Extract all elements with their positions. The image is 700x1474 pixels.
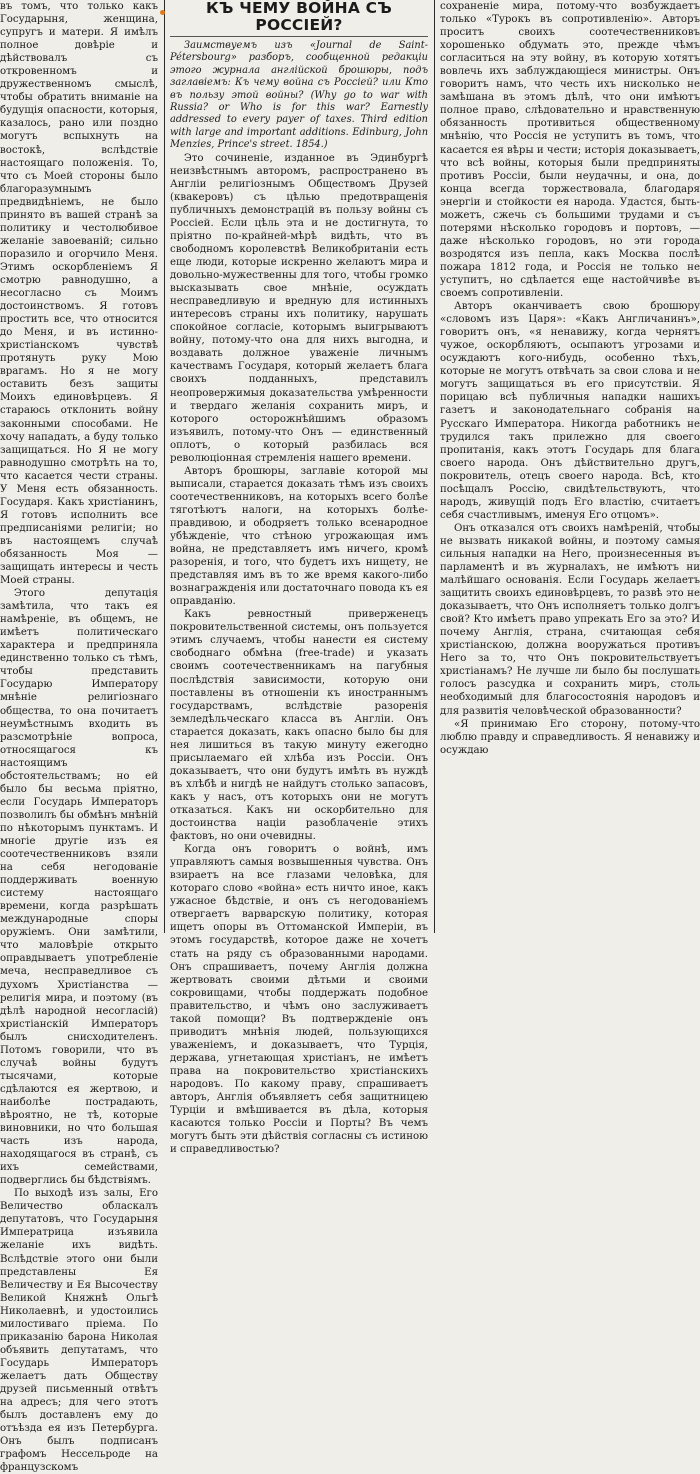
left-paragraph-3: По выходѣ изъ залы, Его Величество обласкалъ депутатовъ, что Государыня Императрица изъявила желаніе ихъ видѣть. Вслѣдствіе этого они были представлены Ея Величеству и Ея Высочеству Великой Княжнѣ Ольгѣ Николаевнѣ, и удостоились милостиваго пріема. По приказанію барона Николая объявить депутатамъ, что Государь Императоръ желаетъ дать Обществу друзей письменный отвѣтъ на адресъ; для чего этотъ былъ доставленъ ему до отъѣзда ея изъ Петербурга. Онъ былъ подписанъ графомъ Нессельроде на французскомъ: [0, 1188, 158, 1474]
center-paragraph-2: Авторъ брошюры, заглавіе которой мы выписали, старается доказать тѣмъ изъ своихъ соотечественниковъ, на которыхъ всего болѣе тяготѣютъ налоги, на которыхъ болѣе-правдивою, и ободряетъ только всенародное убѣжденіе, что стѣною угрожающая имъ война, не представляетъ имъ ничего, кромѣ разоренія, и того, что будетъ ихъ нищету, не представляя имъ въ то же время какого-либо вознагражденія или достаточнаго повода къ ея оправданію.: [170, 465, 428, 608]
page-marker-dot: [160, 10, 165, 15]
right-paragraph-1: сохраненіе мира, потому-что возбуждаетъ только «Турокъ въ сопротивленію». Авторъ проситъ своихъ соотечественниковъ хорошенько обдумать это, прежде чѣмъ согласиться на эту войну, въ которую хотятъ вовлечь ихъ заблуждающіеся министры. Онъ говоритъ намъ, что честь ихъ нисколько не замѣшана въ этомъ дѣлѣ, что они имѣютъ полное право, слѣдовательно и нравственную обязанность противиться общественному мнѣнію, что Россія не уступитъ въ томъ, что касается ея вѣры и чести; исторія доказываетъ, что всѣ войны, которыя были предприняты противъ Россіи, были неудачны, и она, до конца всегда торжествовала, благодаря энергіи и стойкости ея народа. Удастся, быть-можетъ, сжечь съ большими трудами и съ потерями нѣсколько городовъ и портовъ, — даже нѣсколько городовъ, но эти города возродятся изъ пепла, какъ Москва послѣ пожара 1812 года, и Россія не только не уступитъ, но сдѣлается еще настойчивѣе въ своемъ сопротивленіи.: [440, 1, 700, 300]
center-paragraph-1: Это сочиненіе, изданное въ Эдинбургѣ неизвѣстнымъ авторомъ, распространено въ Англіи религіознымъ Обществомъ Друзей (квакеровъ) съ цѣлью предотвращенія публичныхъ демонстрацій въ пользу войны съ Россіей. Если цѣль эта и не достигнута, то пріятно по-крайней-мѣрѣ видѣть, что въ свободномъ королевствѣ Великобританіи есть еще люди, которые искренно желаютъ мира и довольно-мужественны для того, чтобы громко высказывать свое мнѣніе, осуждать несправедливую и вредную для истинныхъ интересовъ страны ихъ политику, нарушать спокойное согласіе, которымъ выигрываютъ войну, потому-что она для нихъ выгодна, и воздавать должное уваженіе личнымъ качествамъ Государя, который желаетъ блага своихъ подданныхъ, представилъ неопровержимыя доказательства умѣренности и твердаго желанія сохранить миръ, и которого осторожнѣйшимъ образомъ изъявилъ, потому-что Онъ — единственный оплотъ, о который разбилась вся революціонная стремленія нашего времени.: [170, 152, 428, 464]
right-column: [440, 0, 700, 933]
center-paragraph-3: Какъ ревностный приверженецъ покровительственной системы, онъ пользуется этимъ случаемъ, чтобы нанести ея систему свободнаго обмѣна (free-trade) и указать своимъ соотечественникамъ на пагубныя послѣдствія зависимости, которую они поставлены въ отношеніи къ иностраннымъ государствамъ, вслѣдствіе разоренія земледѣльческаго класса въ Англіи. Онъ старается доказать, какъ опасно было бы для нея лишиться въ такую минуту ежегодно присылаемаго ей хлѣба изъ Россіи. Онъ доказываетъ, что они будутъ имѣть въ нуждѣ въ хлѣбѣ и нигдѣ не найдутъ столько запасовъ, какъ у насъ, отъ которыхъ они не могутъ отказаться. Какъ ни оскорбительно для достоинства націи разоблаченіе этихъ фактовъ, но они очевидны.: [170, 609, 428, 843]
intro-paragraph: Заимствуемъ изъ «Journal de Saint-Pétersbourg» разборъ, сообщенной редакціи этого журнала англійской брошюры, подъ заглавіемъ: Къ чему война съ Россіей? или Кто въ пользу этой войны? (Why go to war with Russia? or Who is for this war? Earnestly addressed to every payer of taxes. Third edition with large and important additions. Edinburg, John Menzies, Prince's street. 1854.): [170, 40, 428, 151]
column-divider-left: [164, 0, 165, 933]
article-intro: [170, 40, 428, 152]
left-paragraph-2: Этого депутація замѣтила, что такъ ея намѣреніе, въ общемъ, не имѣетъ политическаго характера и предприняла единственно только съ тѣмъ, чтобы представить Государю Императору мнѣніе религіознаго общества, то она почитаетъ неумѣстнымъ входить въ разсмотрѣніе вопроса, относящагося къ настоящимъ обстоятельствамъ; но ей было бы весьма пріятно, если Государь Императоръ позволилъ бы обмѣнъ мнѣній по нѣкоторымъ пунктамъ. И многіе другіе изъ ея соотечественниковъ взяли на себя негодованіе поддерживать военную систему настоящаго времени, когда разрѣшать международные споры оружіемъ. Они замѣтили, что маловѣріе открыто оправдываетъ употребленіе меча, несправедливое съ духомъ Христіанства — религія мира, и поэтому (въ дѣлѣ народной несогласій) христіанскій Императоръ былъ снисходителенъ. Потомъ говорили, что въ случаѣ войны будутъ тысячами, которые сдѣлаются ея жертвою, и наиболѣе пострадають, вѣроятно, не тѣ, которые виновники, но что большая часть изъ народа, находящагося въ странѣ, съ ихъ семействами, подверглись бы бѣдствіямъ.: [0, 588, 158, 1187]
column-divider-right: [434, 0, 435, 933]
article-title: КЪ ЧЕМУ ВОЙНА СЪ РОССІЕЙ?: [170, 0, 428, 37]
right-paragraph-3: Онъ отказался отъ своихъ намѣреній, чтобы не вызвать никакой войны, и поэтому самыя сильныя нападки на Него, произнесенныя въ парламентѣ и въ журналахъ, не имѣютъ ни малѣйшаго основанія. Если Государь желаетъ защитить своихъ единовѣрцевъ, то развѣ это не доказываетъ, что Онъ исполняетъ только долгъ свой? Кто имѣетъ право упрекать Его за это? И почему Англія, страна, считающая себя христіанскою, должна вооружаться противъ Него за то, что Онъ покровительствуетъ христіанамъ? Не лучше ли было бы послушать голосъ разсудка и сохранить миръ, столь необходимый для благосостоянія народовъ и для развитія человѣческой образованности?: [440, 522, 700, 717]
center-paragraph-4: Когда онъ говоритъ о войнѣ, имъ управляютъ самыя возвышенныя чувства. Онъ взираетъ на все глазами человѣка, для котораго слово «война» есть ничто иное, какъ ужасное бѣдствіе, и онъ съ негодованіемъ отвергаетъ варварскую политику, которая ищетъ опоры въ Оттоманской Имперіи, въ этомъ государствѣ, которое даже не хочетъ стать на ряду съ образованными народами. Онъ спрашиваетъ, почему Англія должна жертвовать своими дѣтьми и своими сокровищами, чтобы поддержать подобное правительство, и чѣмъ оно заслуживаетъ такой помощи? Въ подтвержденіе онъ приводитъ мнѣнія людей, пользующихся уваженіемъ, и доказываетъ, что Турція, держава, угнетающая христіанъ, не имѣетъ права на покровительство христіанскихъ народовъ. По какому праву, спрашиваетъ авторъ, Англія объявляетъ себя защитницею Турціи и вмѣшивается въ дѣла, которыя касаются только Россіи и Порты? Въ чемъ могутъ быть эти дѣйствія согласны съ истиною и справедливостью?: [170, 844, 428, 1156]
left-column: [0, 0, 158, 1474]
right-paragraph-4: «Я принимаю Его сторону, потому-что люблю правду и справедливость. Я ненавижу и осуждаю: [440, 718, 700, 756]
right-paragraph-2: Авторъ оканчиваетъ свою брошюру «словомъ изъ Царя»: «Какъ Англичанинъ», говоритъ онъ, «я ненавижу, когда чернятъ чужое, оскорбляютъ, осыпаютъ угрозами и осуждаютъ кого-нибудь, особенно тѣхъ, которые не могутъ отвѣчать за свои слова и не могутъ защищаться въ его присутствіи. Я порицаю всѣ публичныя нападки нашихъ газетъ и законодательнаго собранія на Русскаго Императора. Никогда работникъ не трудился такъ прилежно для своего пропитанія, какъ этотъ Государь для блага своего народа. Онъ дѣйствительно другъ, покровитель, отецъ своего народа. Всѣ, кто посѣщалъ Россію, свидѣтельствуютъ, что народъ, живущій подъ Его властію, считаетъ себя счастливымъ, именуя Его отцомъ».: [440, 301, 700, 521]
center-column: [170, 0, 428, 1156]
left-paragraph-1: въ томъ, что только какъ Государыня, женщина, супругъ и матери. Я имѣлъ полное довѣріе и дѣйствовалъ съ откровенномъ и дружественномъ смыслѣ, чтобы обратить вниманіе на будущія опасности, которыя, казалось, рано или поздно могутъ вспыхнуть на востокѣ, вслѣдствіе настоящаго положенія. То, что съ Моей стороны было благоразумнымъ предвидѣніемъ, не было принято въ вашей странѣ за политику и честолюбивое желаніе завоеваній; сильно поразило и огорчило Меня. Этимъ оскорбленіемъ Я смотрю равнодушно, а несогласно съ Моимъ достоинствомъ. Я готовъ простить все, что относится до Меня, и въ истинно-христіанскомъ чувствѣ протянуть руку Мою врагамъ. Но я не могу оставить безъ защиты Моихъ единовѣрцевъ. Я стараюсь отклонить войну законными способами. Не хочу нападать, а буду только защищаться. Но Я не могу равнодушно смотрѣть на то, что касается чести страны. У Меня есть обязанность. Государя. Какъ христіанинъ, Я готовъ исполнить все предписаніями религіи; но въ настоящемъ случаѣ обязанность Моя — защищать интересы и честь Моей страны.: [0, 1, 158, 587]
